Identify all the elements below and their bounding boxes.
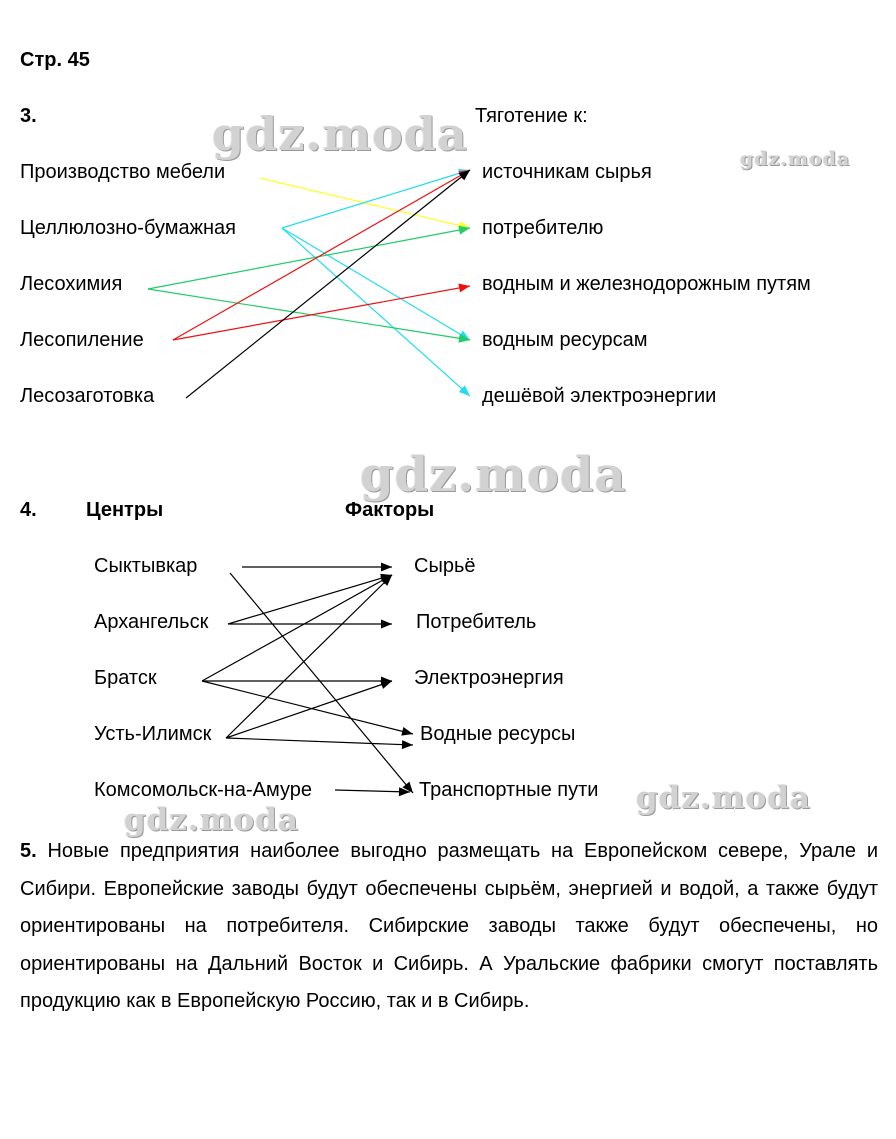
task4-left-item: Братск	[94, 667, 157, 689]
task3-left-item: Лесозаготовка	[20, 385, 155, 407]
task4-left-header: Центры	[86, 499, 164, 521]
task4-link-arrow	[202, 575, 392, 681]
task3-link-arrow-head	[458, 284, 470, 293]
task3-left-item: Производство мебели	[20, 161, 226, 183]
task5-text: Новые предприятия наиболее выгодно размещать на Европейском севере, Урале и Сибири. Европейские заводы будут обеспечены сырьём, энергией и водой, а также будут ориентированы на потребителя. Сибирские заводы также будут обеспечены, но ориентированы на Дальний Восток и Сибирь. А Уральские фабрики смогут поставлять продукцию как в Европейскую Россию, так и в Сибирь.	[20, 840, 879, 1012]
task3-link-arrow	[282, 228, 470, 396]
task4-left-item: Архангельск	[94, 611, 209, 633]
task3-left-item: Целлюлозно-бумажная	[20, 217, 236, 239]
task4-link-arrow-head	[401, 727, 413, 736]
task4-link-arrow	[226, 738, 413, 745]
task4-link-arrow	[226, 681, 392, 738]
task3-link-arrow	[173, 170, 470, 340]
task3-link-arrow	[148, 289, 470, 340]
task4-left-item: Сыктывкар	[94, 555, 198, 577]
watermark: gdz.moda	[360, 447, 627, 503]
task3-right-item: дешёвой электроэнергии	[482, 385, 717, 407]
task4-link-arrow	[335, 790, 410, 792]
task3-link-arrow	[282, 170, 470, 228]
task4-right-item: Водные ресурсы	[420, 723, 576, 745]
task4-link-arrow-head	[402, 740, 413, 749]
task4-number: 4.	[20, 499, 37, 521]
watermark: gdz.moda	[740, 148, 851, 170]
task3-right-item: водным ресурсам	[482, 329, 648, 351]
task3-right-item: водным и железнодорожным путям	[482, 273, 811, 295]
task4-link-arrow	[202, 681, 413, 734]
task3-link-arrow	[186, 170, 470, 398]
task4-links	[202, 563, 413, 797]
task3-link-arrow	[148, 228, 470, 289]
task4-right-item: Электроэнергия	[414, 667, 564, 689]
task5-number: 5.	[20, 840, 37, 862]
task4-left-item: Комсомольск-на-Амуре	[94, 779, 312, 801]
task4-right-header: Факторы	[345, 499, 435, 521]
watermark: gdz.moda	[124, 802, 299, 838]
task3-left-item: Лесопиление	[20, 329, 144, 351]
task4-left-item: Усть-Илимск	[94, 723, 212, 745]
task3-left-item: Лесохимия	[20, 273, 123, 295]
task3-number: 3.	[20, 105, 37, 127]
task4-link-arrow-head	[380, 680, 392, 689]
page-label: Стр. 45	[20, 49, 90, 71]
task3-header: Тяготение к:	[475, 105, 588, 127]
task4-right-item: Потребитель	[416, 611, 537, 633]
watermark: gdz.moda	[636, 780, 811, 816]
task5-paragraph	[20, 833, 878, 1021]
task4-link-arrow-head	[381, 563, 392, 572]
task3-right-item: источникам сырья	[482, 161, 652, 183]
task4-right-item: Сырьё	[414, 555, 476, 577]
task4-right-item: Транспортные пути	[419, 779, 599, 801]
task3-links	[148, 169, 470, 398]
task3-right-item: потребителю	[482, 217, 604, 239]
task4-link-arrow-head	[381, 620, 392, 629]
watermark: gdz.moda	[212, 107, 468, 161]
